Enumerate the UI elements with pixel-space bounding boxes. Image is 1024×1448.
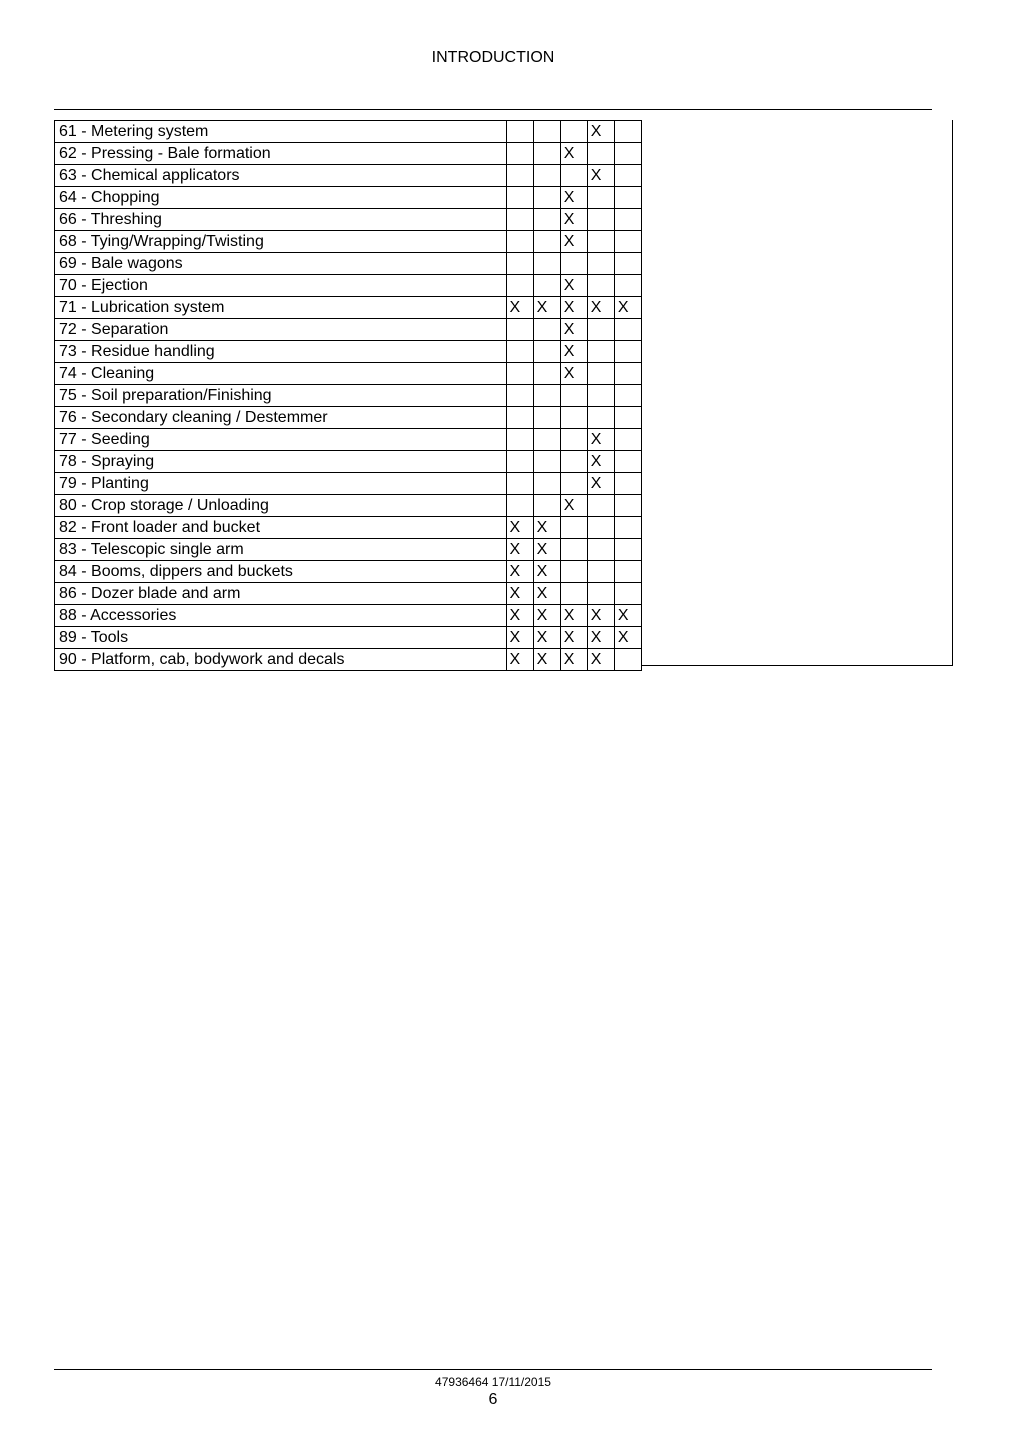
row-mark-cell — [533, 209, 560, 231]
row-mark-cell — [533, 165, 560, 187]
row-mark-cell — [614, 407, 641, 429]
table-row — [55, 297, 642, 319]
row-mark-cell — [614, 561, 641, 583]
table-bottom-border — [641, 665, 953, 666]
table-row — [55, 407, 642, 429]
row-mark-cell — [533, 429, 560, 451]
row-label: 89 - Tools — [55, 627, 507, 649]
table-row — [55, 627, 642, 649]
header-rule — [54, 109, 932, 110]
row-mark-cell — [587, 341, 614, 363]
table-row — [55, 319, 642, 341]
row-mark-cell: X — [560, 275, 587, 297]
table-row — [55, 209, 642, 231]
row-mark-cell: X — [560, 341, 587, 363]
row-mark-cell — [506, 429, 533, 451]
row-mark-cell: X — [506, 561, 533, 583]
row-label: 64 - Chopping — [55, 187, 507, 209]
row-mark-cell — [533, 451, 560, 473]
system-matrix-body — [55, 121, 642, 671]
row-label: 83 - Telescopic single arm — [55, 539, 507, 561]
table-row — [55, 539, 642, 561]
row-mark-cell: X — [506, 539, 533, 561]
row-mark-cell: X — [560, 231, 587, 253]
table-row — [55, 451, 642, 473]
table-row — [55, 275, 642, 297]
row-label: 71 - Lubrication system — [55, 297, 507, 319]
table-row — [55, 473, 642, 495]
row-mark-cell — [614, 539, 641, 561]
row-mark-cell — [506, 253, 533, 275]
row-mark-cell — [506, 121, 533, 143]
row-mark-cell — [506, 473, 533, 495]
row-mark-cell: X — [533, 561, 560, 583]
row-mark-cell — [587, 253, 614, 275]
row-mark-cell — [587, 143, 614, 165]
footer-doc-reference: 47936464 17/11/2015 — [435, 1375, 551, 1389]
row-label: 76 - Secondary cleaning / Destemmer — [55, 407, 507, 429]
row-label: 90 - Platform, cab, bodywork and decals — [55, 649, 507, 671]
row-mark-cell — [560, 253, 587, 275]
table-row — [55, 495, 642, 517]
row-mark-cell: X — [506, 605, 533, 627]
table-row — [55, 363, 642, 385]
row-mark-cell: X — [560, 187, 587, 209]
row-mark-cell — [560, 429, 587, 451]
row-mark-cell — [506, 209, 533, 231]
table-row — [55, 517, 642, 539]
row-label: 74 - Cleaning — [55, 363, 507, 385]
row-mark-cell: X — [506, 517, 533, 539]
row-mark-cell: X — [614, 627, 641, 649]
row-mark-cell: X — [614, 605, 641, 627]
row-mark-cell — [506, 385, 533, 407]
row-label: 61 - Metering system — [55, 121, 507, 143]
row-mark-cell — [614, 517, 641, 539]
row-mark-cell — [560, 473, 587, 495]
row-mark-cell: X — [506, 583, 533, 605]
row-mark-cell — [560, 539, 587, 561]
row-mark-cell — [506, 319, 533, 341]
row-mark-cell — [506, 341, 533, 363]
row-mark-cell: X — [587, 473, 614, 495]
row-mark-cell — [614, 451, 641, 473]
row-mark-cell — [533, 143, 560, 165]
row-mark-cell — [560, 385, 587, 407]
row-mark-cell: X — [506, 627, 533, 649]
table-row — [55, 231, 642, 253]
row-mark-cell — [614, 649, 641, 671]
row-mark-cell — [533, 495, 560, 517]
row-label: 72 - Separation — [55, 319, 507, 341]
row-label: 88 - Accessories — [55, 605, 507, 627]
row-mark-cell — [587, 385, 614, 407]
row-mark-cell — [560, 517, 587, 539]
row-mark-cell: X — [560, 649, 587, 671]
row-mark-cell — [506, 451, 533, 473]
row-label: 73 - Residue handling — [55, 341, 507, 363]
row-mark-cell — [614, 341, 641, 363]
table-right-border — [952, 120, 953, 666]
row-mark-cell: X — [587, 297, 614, 319]
table-row — [55, 649, 642, 671]
table-row — [55, 385, 642, 407]
table-row — [55, 561, 642, 583]
row-mark-cell: X — [560, 297, 587, 319]
row-mark-cell: X — [506, 649, 533, 671]
row-mark-cell: X — [560, 143, 587, 165]
row-mark-cell — [614, 275, 641, 297]
row-mark-cell: X — [533, 297, 560, 319]
row-mark-cell — [560, 583, 587, 605]
row-mark-cell — [587, 187, 614, 209]
row-mark-cell — [560, 121, 587, 143]
row-mark-cell — [533, 341, 560, 363]
row-label: 62 - Pressing - Bale formation — [55, 143, 507, 165]
row-mark-cell — [560, 561, 587, 583]
row-mark-cell — [587, 517, 614, 539]
row-label: 84 - Booms, dippers and buckets — [55, 561, 507, 583]
footer-rule — [54, 1369, 932, 1370]
row-mark-cell: X — [533, 649, 560, 671]
row-mark-cell — [533, 363, 560, 385]
row-label: 63 - Chemical applicators — [55, 165, 507, 187]
row-label: 68 - Tying/Wrapping/Twisting — [55, 231, 507, 253]
row-mark-cell: X — [560, 495, 587, 517]
row-mark-cell: X — [533, 627, 560, 649]
row-mark-cell — [506, 363, 533, 385]
system-matrix-table — [54, 120, 642, 671]
row-mark-cell — [587, 495, 614, 517]
row-mark-cell — [587, 561, 614, 583]
row-mark-cell — [533, 407, 560, 429]
row-label: 79 - Planting — [55, 473, 507, 495]
row-mark-cell: X — [587, 451, 614, 473]
table-row — [55, 143, 642, 165]
row-label: 75 - Soil preparation/Finishing — [55, 385, 507, 407]
table-row — [55, 165, 642, 187]
row-mark-cell — [533, 385, 560, 407]
row-mark-cell — [533, 275, 560, 297]
row-mark-cell — [560, 451, 587, 473]
row-mark-cell — [614, 319, 641, 341]
row-mark-cell — [533, 121, 560, 143]
row-mark-cell: X — [560, 363, 587, 385]
row-mark-cell: X — [560, 209, 587, 231]
row-mark-cell — [587, 363, 614, 385]
row-mark-cell: X — [533, 605, 560, 627]
row-mark-cell — [506, 407, 533, 429]
row-mark-cell — [614, 363, 641, 385]
row-mark-cell — [614, 495, 641, 517]
row-mark-cell: X — [560, 627, 587, 649]
row-mark-cell — [614, 473, 641, 495]
table-row — [55, 583, 642, 605]
row-label: 77 - Seeding — [55, 429, 507, 451]
row-mark-cell — [587, 539, 614, 561]
table-row — [55, 253, 642, 275]
row-mark-cell — [614, 253, 641, 275]
row-mark-cell — [533, 187, 560, 209]
row-mark-cell — [506, 275, 533, 297]
row-mark-cell: X — [560, 605, 587, 627]
row-mark-cell — [506, 143, 533, 165]
row-mark-cell — [614, 583, 641, 605]
row-label: 82 - Front loader and bucket — [55, 517, 507, 539]
row-mark-cell: X — [587, 627, 614, 649]
row-label: 80 - Crop storage / Unloading — [55, 495, 507, 517]
row-mark-cell — [506, 187, 533, 209]
row-mark-cell — [506, 165, 533, 187]
row-mark-cell — [506, 495, 533, 517]
row-mark-cell: X — [560, 319, 587, 341]
row-mark-cell — [587, 407, 614, 429]
table-row — [55, 341, 642, 363]
row-mark-cell — [587, 209, 614, 231]
row-mark-cell: X — [533, 539, 560, 561]
row-label: 69 - Bale wagons — [55, 253, 507, 275]
row-label: 86 - Dozer blade and arm — [55, 583, 507, 605]
row-mark-cell — [587, 231, 614, 253]
row-label: 66 - Threshing — [55, 209, 507, 231]
table-row — [55, 429, 642, 451]
row-mark-cell — [533, 319, 560, 341]
row-mark-cell: X — [587, 649, 614, 671]
row-mark-cell: X — [533, 517, 560, 539]
table-row — [55, 605, 642, 627]
table-row — [55, 121, 642, 143]
row-mark-cell: X — [614, 297, 641, 319]
row-mark-cell: X — [587, 165, 614, 187]
row-mark-cell — [614, 121, 641, 143]
row-mark-cell — [533, 473, 560, 495]
row-mark-cell — [614, 187, 641, 209]
row-label: 70 - Ejection — [55, 275, 507, 297]
row-mark-cell — [533, 231, 560, 253]
row-mark-cell: X — [587, 121, 614, 143]
row-mark-cell: X — [587, 605, 614, 627]
row-mark-cell — [560, 165, 587, 187]
footer-page-number: 6 — [488, 1391, 498, 1408]
system-matrix-table-wrap — [54, 120, 954, 671]
row-mark-cell — [533, 253, 560, 275]
row-mark-cell: X — [506, 297, 533, 319]
row-mark-cell — [614, 143, 641, 165]
row-mark-cell — [560, 407, 587, 429]
row-mark-cell — [614, 385, 641, 407]
row-mark-cell — [506, 231, 533, 253]
row-mark-cell — [614, 231, 641, 253]
row-mark-cell — [587, 583, 614, 605]
table-row — [55, 187, 642, 209]
row-mark-cell — [587, 319, 614, 341]
row-mark-cell — [614, 429, 641, 451]
row-mark-cell — [587, 275, 614, 297]
page-header-title: INTRODUCTION — [431, 49, 555, 66]
row-label: 78 - Spraying — [55, 451, 507, 473]
row-mark-cell: X — [587, 429, 614, 451]
row-mark-cell — [614, 165, 641, 187]
row-mark-cell — [614, 209, 641, 231]
row-mark-cell: X — [533, 583, 560, 605]
